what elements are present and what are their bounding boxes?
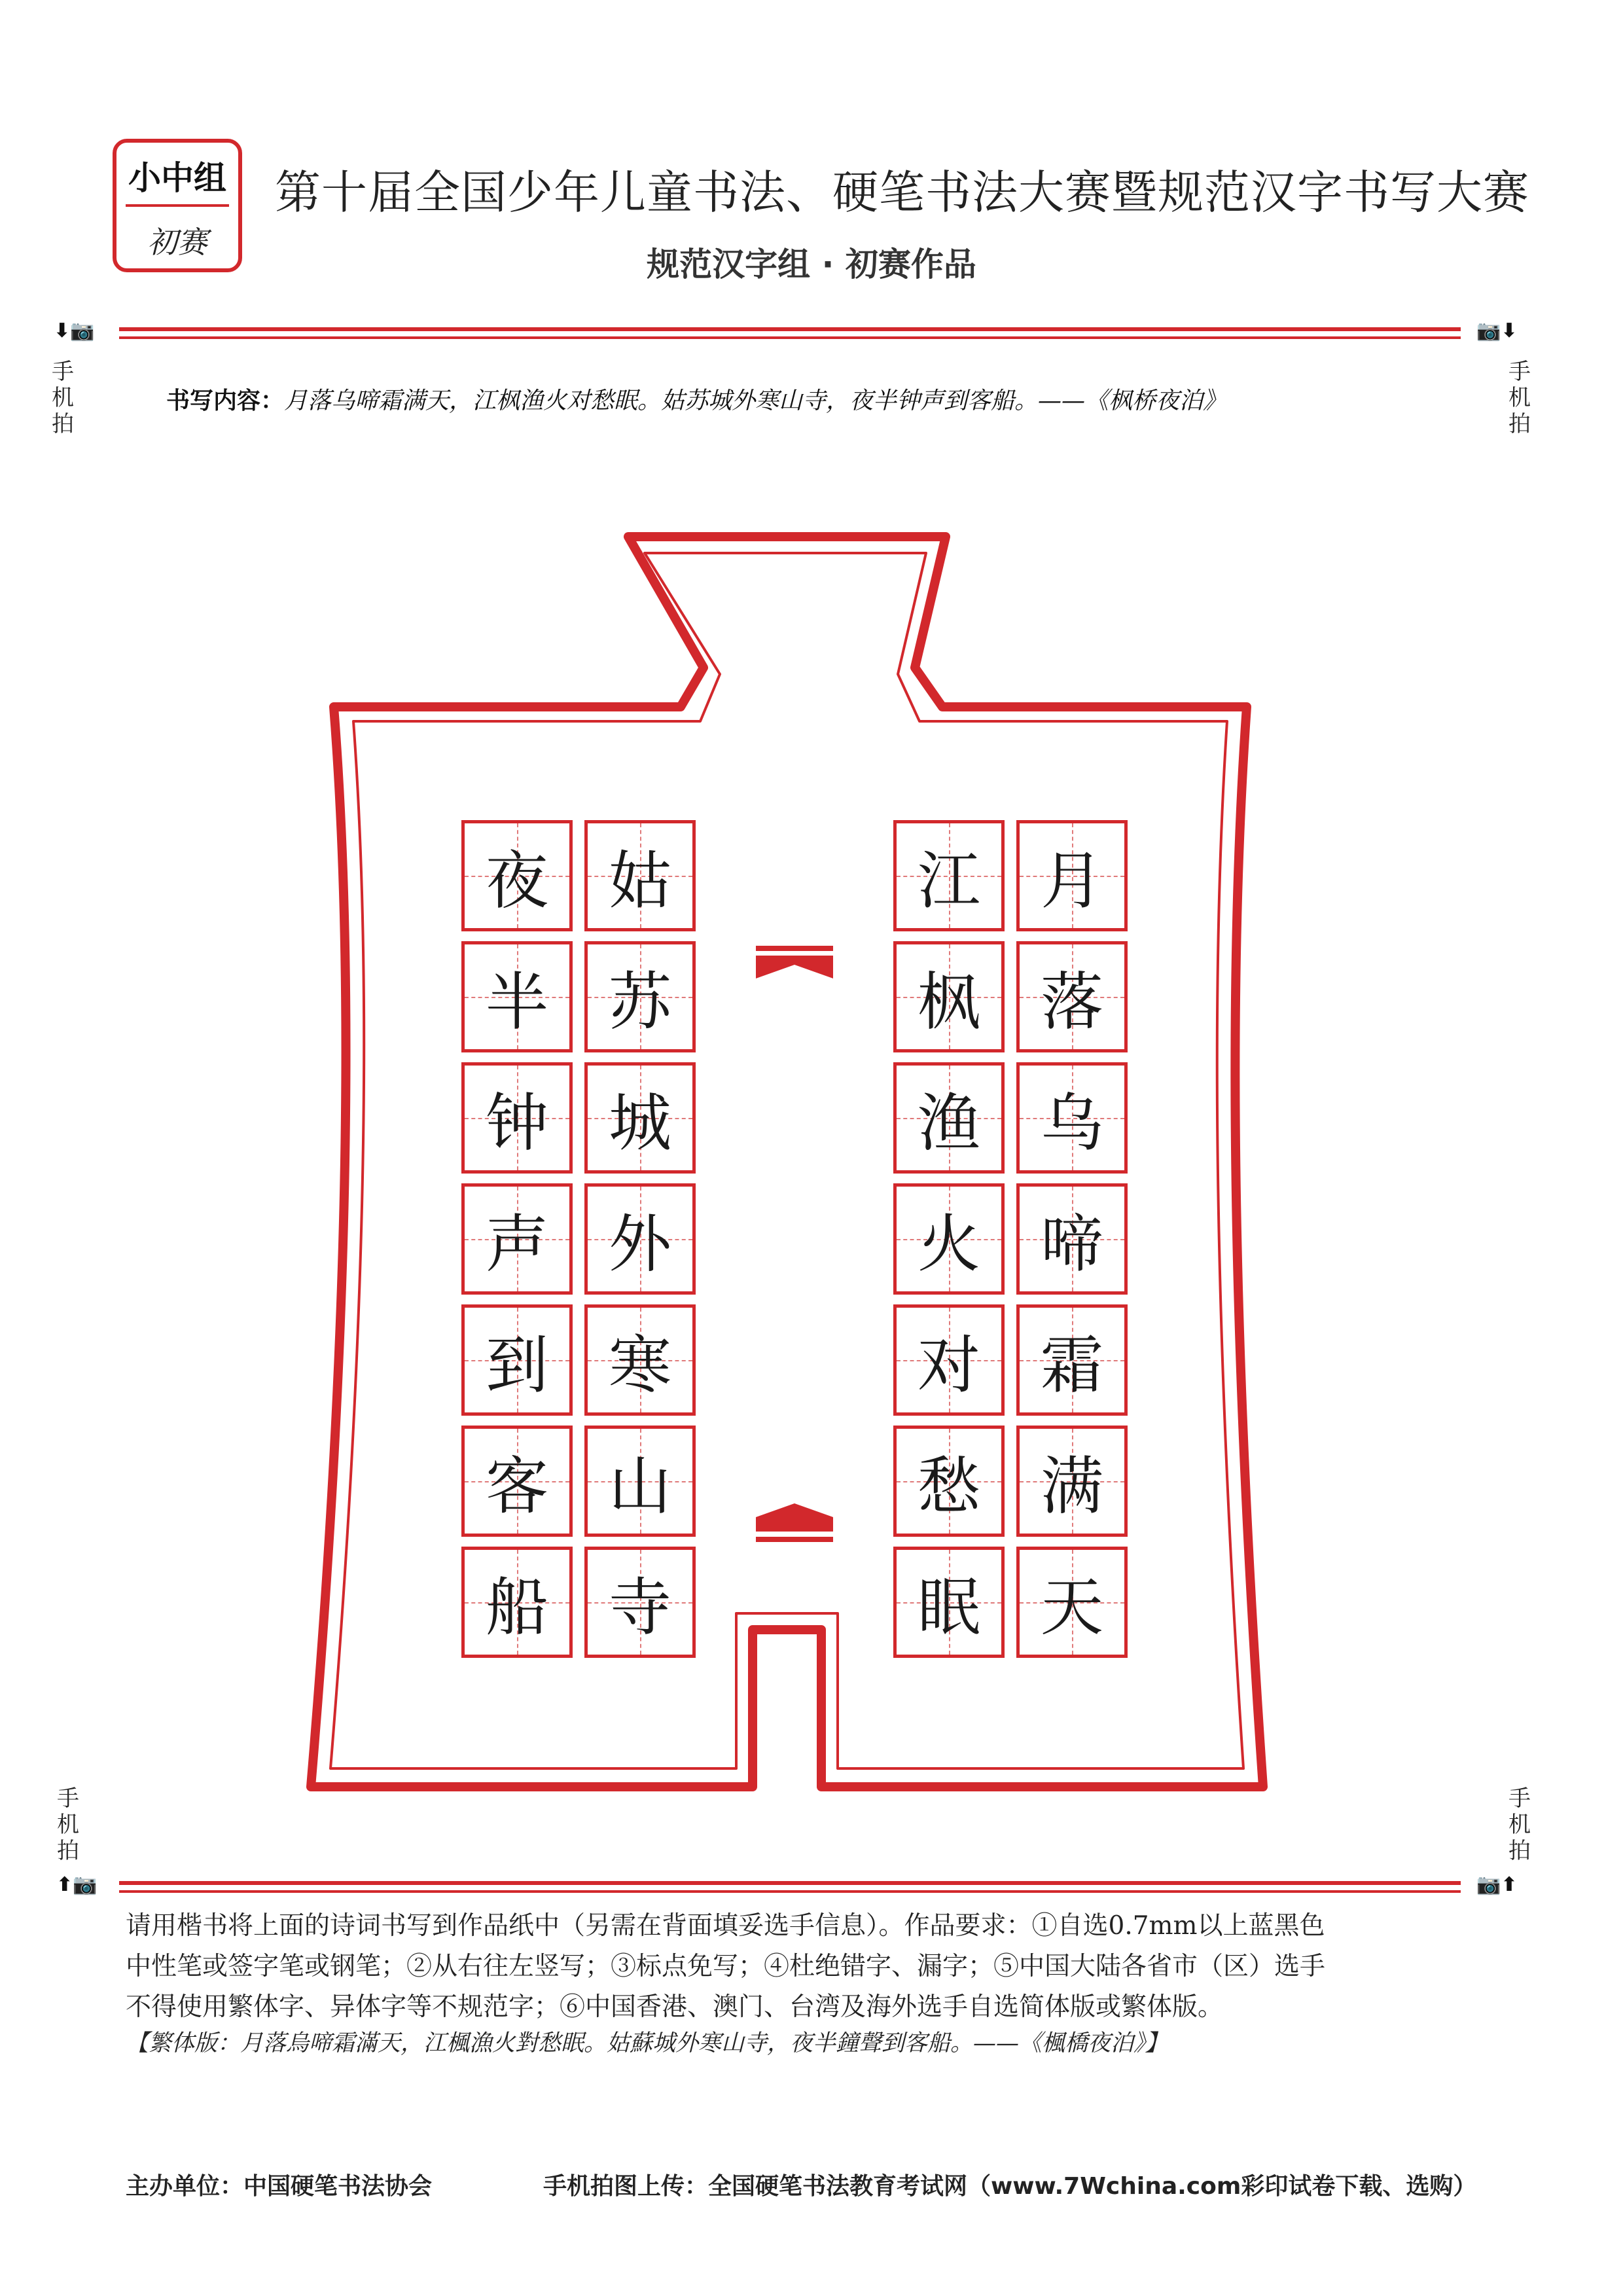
grid-character: 外 xyxy=(609,1207,671,1281)
grid-character: 寺 xyxy=(609,1570,671,1644)
grid-character: 声 xyxy=(486,1207,548,1281)
bottom-bookmark-ornament xyxy=(756,1503,833,1542)
grid-character: 山 xyxy=(609,1449,671,1523)
arrow-down-icon: ⬇ xyxy=(54,319,71,342)
grid-cell xyxy=(1016,1547,1128,1658)
grid-character: 枫 xyxy=(918,965,980,1039)
grid-character: 对 xyxy=(918,1328,980,1402)
grid-character: 夜 xyxy=(486,844,548,918)
grid-character: 半 xyxy=(486,965,548,1039)
grid-cell xyxy=(893,1183,1005,1295)
grid-cell xyxy=(461,941,573,1052)
grid-character: 苏 xyxy=(609,965,671,1039)
grid-cell xyxy=(893,820,1005,931)
grid-character: 客 xyxy=(486,1449,548,1523)
bottom-divider xyxy=(119,1881,1461,1893)
badge-group-label: 小中组 xyxy=(128,159,226,197)
grid-cell xyxy=(461,1426,573,1537)
arrow-up-icon: ⬆ xyxy=(56,1873,73,1896)
grid-character: 船 xyxy=(486,1570,548,1644)
bottom-right-marker xyxy=(1476,1873,1518,1896)
grid-character: 渔 xyxy=(918,1086,980,1160)
margin-label-bottom-right: 手机拍 xyxy=(1508,1785,1531,1864)
instruction-line-3: 不得使用繁体字、异体字等不规范字；⑥中国香港、澳门、台湾及海外选手自选简体版或繁体版。 xyxy=(126,1992,1224,2022)
grid-cell xyxy=(461,1547,573,1658)
grid-cell xyxy=(1016,1062,1128,1174)
grid-cell xyxy=(461,820,573,931)
grid-character: 江 xyxy=(918,844,980,918)
page-title: 第十届全国少年儿童书法、硬笔书法大赛暨规范汉字书写大赛 xyxy=(275,166,1529,219)
grid-cell xyxy=(893,1062,1005,1174)
margin-label-bottom-left: 手机拍 xyxy=(57,1785,79,1864)
grid-character: 愁 xyxy=(918,1449,980,1523)
top-bookmark-ornament xyxy=(756,946,833,978)
bottom-left-marker xyxy=(56,1873,98,1896)
grid-character: 天 xyxy=(1041,1570,1103,1644)
grid-character: 眠 xyxy=(918,1570,980,1644)
arrow-up-icon: ⬆ xyxy=(1501,1873,1518,1896)
writing-content-text: 月落乌啼霜满天，江枫渔火对愁眠。姑苏城外寒山寺，夜半钟声到客船。——《枫桥夜泊》 xyxy=(284,387,1227,414)
grid-cell xyxy=(461,1062,573,1174)
page-subtitle: 规范汉字组 · 初赛作品 xyxy=(647,245,976,283)
margin-label-top-left: 手机拍 xyxy=(52,359,74,437)
camera-icon: 📷 xyxy=(73,1873,98,1896)
grid-cell xyxy=(893,941,1005,1052)
camera-icon: 📷 xyxy=(1476,1873,1501,1896)
instruction-line-1: 请用楷书将上面的诗词书写到作品纸中（另需在背面填妥选手信息）。作品要求：①自选0.7mm以上蓝黑色 xyxy=(126,1911,1325,1941)
grid-character: 姑 xyxy=(609,844,671,918)
grid-cell xyxy=(893,1547,1005,1658)
grid-cell xyxy=(461,1183,573,1295)
grid-cell xyxy=(584,1304,696,1416)
badge-stage-label: 初赛 xyxy=(147,224,207,260)
instructions xyxy=(126,1906,1474,2028)
grid-character: 到 xyxy=(486,1328,548,1402)
instruction-line-2: 中性笔或签字笔或钢笔；②从右往左竖写；③标点免写；④杜绝错字、漏字；⑤中国大陆各省市（区）选手 xyxy=(126,1952,1326,1981)
writing-content-label: 书写内容： xyxy=(166,387,285,414)
traditional-version: 【繁体版：月落烏啼霜滿天，江楓漁火對愁眠。姑蘇城外寒山寺，夜半鐘聲到客船。——《楓橋夜泊》】 xyxy=(126,2030,1168,2056)
grid-cell xyxy=(893,1426,1005,1537)
arrow-down-icon: ⬇ xyxy=(1501,319,1518,342)
grid-character: 城 xyxy=(609,1086,671,1160)
grid-character: 寒 xyxy=(609,1328,671,1402)
grid-cell xyxy=(461,1304,573,1416)
grid-character: 钟 xyxy=(486,1086,548,1160)
grid-cell xyxy=(1016,1183,1128,1295)
camera-icon: 📷 xyxy=(1476,319,1501,342)
grid-cell xyxy=(584,1547,696,1658)
grid-cell xyxy=(584,820,696,931)
grid-character: 啼 xyxy=(1041,1207,1103,1281)
grid-cell xyxy=(584,941,696,1052)
grid-cell xyxy=(584,1183,696,1295)
upload-info: 手机拍图上传：全国硬笔书法教育考试网（www.7Wchina.com彩印试卷下载、选购） xyxy=(543,2173,1477,2200)
grid-character: 乌 xyxy=(1041,1086,1103,1160)
grid-character: 落 xyxy=(1041,965,1103,1039)
camera-icon: 📷 xyxy=(70,319,95,342)
grid-cell xyxy=(1016,1304,1128,1416)
grid-cell xyxy=(1016,1426,1128,1537)
grid-character: 满 xyxy=(1041,1449,1103,1523)
grid-character: 霜 xyxy=(1041,1328,1103,1402)
organizer: 主办单位：中国硬笔书法协会 xyxy=(126,2173,433,2200)
margin-label-top-right: 手机拍 xyxy=(1508,359,1531,437)
grid-cell xyxy=(584,1062,696,1174)
grid-character: 火 xyxy=(918,1207,980,1281)
grid-character: 月 xyxy=(1041,844,1103,918)
grid-cell xyxy=(584,1426,696,1537)
grid-cell xyxy=(893,1304,1005,1416)
grid-cell xyxy=(1016,941,1128,1052)
grid-cell xyxy=(1016,820,1128,931)
